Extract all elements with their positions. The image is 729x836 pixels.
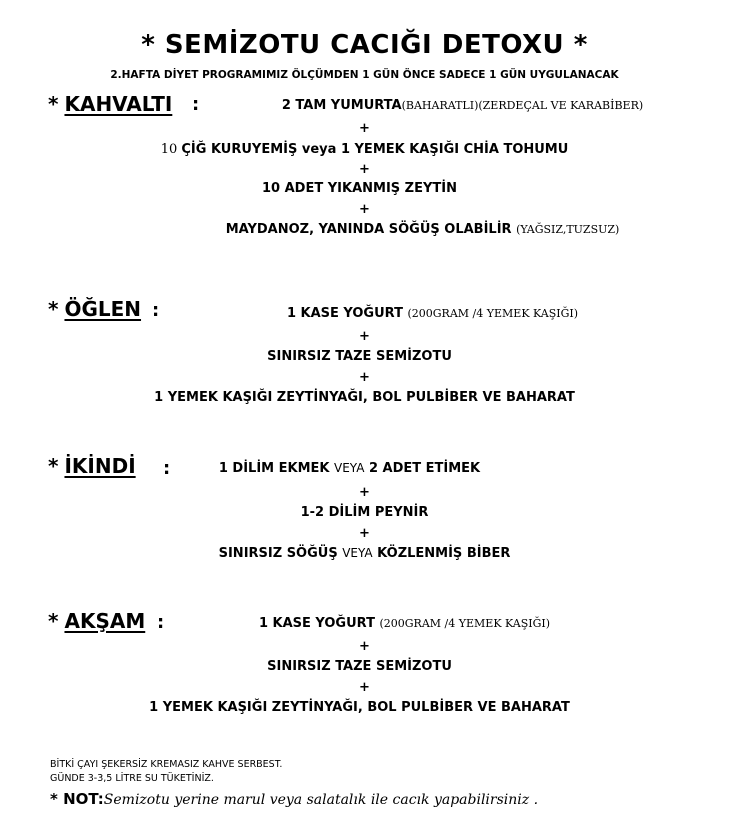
plus-sign: + (359, 370, 370, 385)
ikindi-line-1 (0, 461, 714, 476)
line-text: KÖZLENMİŞ BİBER (372, 546, 511, 561)
kahvalti-line-3: 10 ADET YIKANMIŞ ZEYTİN (262, 181, 457, 196)
page-subtitle: 2.HAFTA DİYET PROGRAMIMIZ ÖLÇÜMDEN 1 GÜN ÖNCE SADECE 1 GÜN UYGULANACAK (110, 69, 619, 81)
line-text: MAYDANOZ, YANINDA SÖĞÜŞ OLABİLİR (225, 222, 517, 237)
plus-sign: + (359, 162, 370, 177)
line-text: SINIRSIZ SÖĞÜŞ (218, 546, 343, 561)
plus-sign: + (359, 639, 370, 654)
meal-colon: : (157, 612, 165, 633)
page-title: * SEMİZOTU CACIĞI DETOXU * (141, 30, 588, 60)
meal-colon: : (192, 94, 200, 115)
line-note: (BAHARATLI)(ZERDEÇAL VE KARABİBER) (401, 99, 644, 112)
plus-sign: + (359, 329, 370, 344)
line-connector: VEYA (342, 546, 373, 560)
meal-name: ÖĞLEN (64, 297, 142, 321)
ikindi-line-3 (0, 546, 729, 561)
kahvalti-line-1 (98, 98, 729, 113)
meal-colon: : (163, 458, 171, 479)
line-note: (YAĞSIZ,TUZSUZ) (516, 223, 620, 236)
meal-name: AKŞAM (64, 609, 146, 633)
meal-colon: : (152, 300, 160, 321)
aksam-line-1 (40, 616, 729, 631)
footer-line-2: GÜNDE 3-3,5 LİTRE SU TÜKETİNİZ. (50, 773, 214, 784)
line-text: 2 ADET ETİMEK (364, 461, 481, 476)
line-note: (200GRAM /4 YEMEK KAŞIĞI) (379, 617, 551, 630)
footer-line-1: BİTKİ ÇAYI ŞEKERSİZ KREMASIZ KAHVE SERBEST. (50, 759, 283, 770)
star-marker: * (48, 454, 59, 478)
ikindi-line-2: 1-2 DİLİM PEYNİR (300, 505, 429, 520)
star-marker: * (48, 92, 59, 116)
line-text: 1 DİLİM EKMEK (218, 461, 335, 476)
plus-sign: + (359, 680, 370, 695)
oglen-line-3: 1 YEMEK KAŞIĞI ZEYTİNYAĞI, BOL PULBİBER VE BAHARAT (154, 390, 575, 405)
note-text: Semizotu yerine marul veya salatalık ile cacık yapabilirsiniz . (103, 792, 539, 808)
kahvalti-line-2 (0, 142, 729, 157)
kahvalti-line-4 (58, 222, 729, 237)
line-text: 2 TAM YUMURTA (281, 98, 402, 113)
aksam-line-2: SINIRSIZ TAZE SEMİZOTU (267, 659, 452, 674)
line-prefix: 10 (160, 142, 182, 157)
plus-sign: + (359, 202, 370, 217)
star-marker: * (48, 297, 59, 321)
plus-sign: + (359, 526, 370, 541)
line-text: 1 KASE YOĞURT (258, 616, 380, 631)
oglen-line-1 (68, 306, 729, 321)
star-marker: * (48, 609, 59, 633)
meal-name: KAHVALTI (64, 92, 173, 116)
oglen-line-2: SINIRSIZ TAZE SEMİZOTU (267, 349, 452, 364)
footer-note (50, 790, 538, 808)
plus-sign: + (359, 121, 370, 136)
line-note: (200GRAM /4 YEMEK KAŞIĞI) (407, 307, 579, 320)
line-text: 1 KASE YOĞURT (286, 306, 408, 321)
aksam-line-3: 1 YEMEK KAŞIĞI ZEYTİNYAĞI, BOL PULBİBER VE BAHARAT (149, 700, 570, 715)
meal-name: İKİNDİ (64, 454, 136, 478)
line-text: ÇİĞ KURUYEMİŞ veya 1 YEMEK KAŞIĞI CHİA TOHUMU (181, 142, 569, 157)
line-connector: VEYA (334, 461, 365, 475)
note-label: * NOT: (50, 790, 104, 808)
plus-sign: + (359, 485, 370, 500)
